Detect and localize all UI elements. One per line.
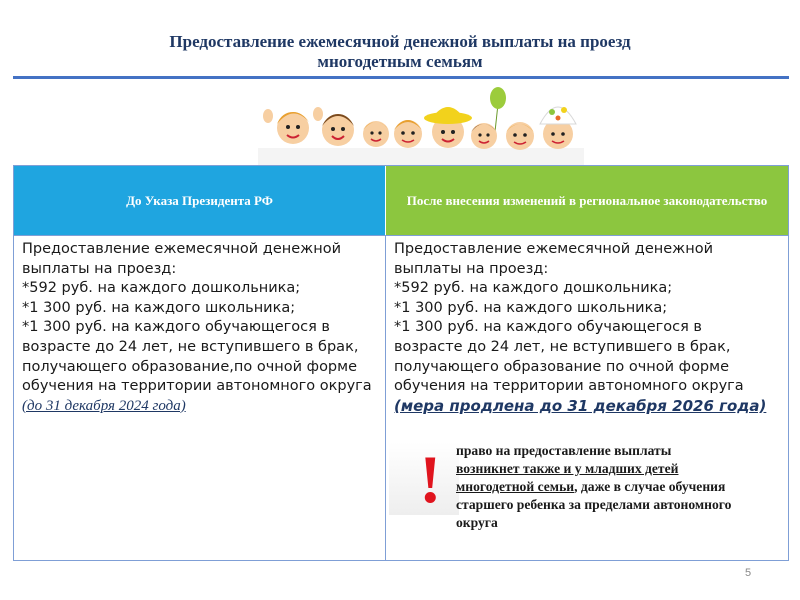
exclamation-icon: ! — [419, 441, 442, 517]
after-line-5: *1 300 руб. на каждого обучающегося в — [394, 319, 702, 336]
after-line-1: Предоставление ежемесячной денежной — [394, 241, 713, 257]
page-number: 5 — [745, 567, 752, 579]
slide-title-line-1: Предоставление ежемесячной денежной выплаты на проезд — [169, 32, 631, 51]
header-after-changes: После внесения изменений в региональное законодательство — [386, 166, 788, 235]
after-line-2: выплаты на проезд: — [394, 260, 549, 277]
after-line-6: возрасте до 24 лет, не вступившего в брак, — [394, 338, 731, 355]
before-cell — [22, 240, 382, 416]
warning-line-4: старшего ребенка за пределами автономного — [456, 497, 732, 512]
before-line-3: *592 руб. на каждого дошкольника; — [22, 280, 301, 297]
column-divider — [385, 235, 386, 560]
title-divider — [13, 76, 789, 79]
warning-line-3 — [456, 478, 786, 496]
before-line-4: *1 300 руб. на каждого школьника; — [22, 299, 296, 316]
after-line-7: получающего образование по очной форме — [394, 358, 730, 375]
before-line-2: выплаты на проезд: — [22, 260, 177, 277]
before-line-5: *1 300 руб. на каждого обучающегося в — [22, 319, 330, 336]
before-line-1: Предоставление ежемесячной денежной — [22, 241, 341, 257]
slide-title-line-2: многодетным семьям — [317, 52, 483, 71]
header-divider — [14, 235, 788, 236]
children-illustration — [258, 86, 584, 166]
before-line-6: возрасте до 24 лет, не вступившего в брак, — [22, 338, 359, 355]
after-line-8: обучения на территории автономного округа — [394, 378, 744, 395]
comparison-table — [13, 165, 789, 561]
after-line-3: *592 руб. на каждого дошкольника; — [394, 280, 673, 297]
before-line-7: получающего образование,по очной форме — [22, 358, 358, 375]
warning-line-3-rest: , даже в случае обучения — [574, 479, 726, 494]
warning-line-3-underlined: многодетной семьи — [456, 479, 575, 494]
before-line-8: обучения на территории автономного округа — [22, 378, 372, 395]
header-before-decree: До Указа Президента РФ — [14, 166, 385, 235]
before-deadline-note: (до 31 декабря 2024 года) — [22, 397, 186, 414]
warning-text — [456, 442, 786, 532]
after-line-4: *1 300 руб. на каждого школьника; — [394, 299, 668, 316]
slide-title — [60, 32, 740, 72]
after-cell — [394, 240, 774, 416]
after-extension-note: (мера продлена до 31 декабря 2026 года) — [394, 396, 767, 415]
warning-line-5: округа — [456, 515, 498, 530]
warning-line-1: право на предоставление выплаты — [456, 443, 672, 458]
warning-line-2: возникнет также и у младших детей — [456, 461, 679, 476]
